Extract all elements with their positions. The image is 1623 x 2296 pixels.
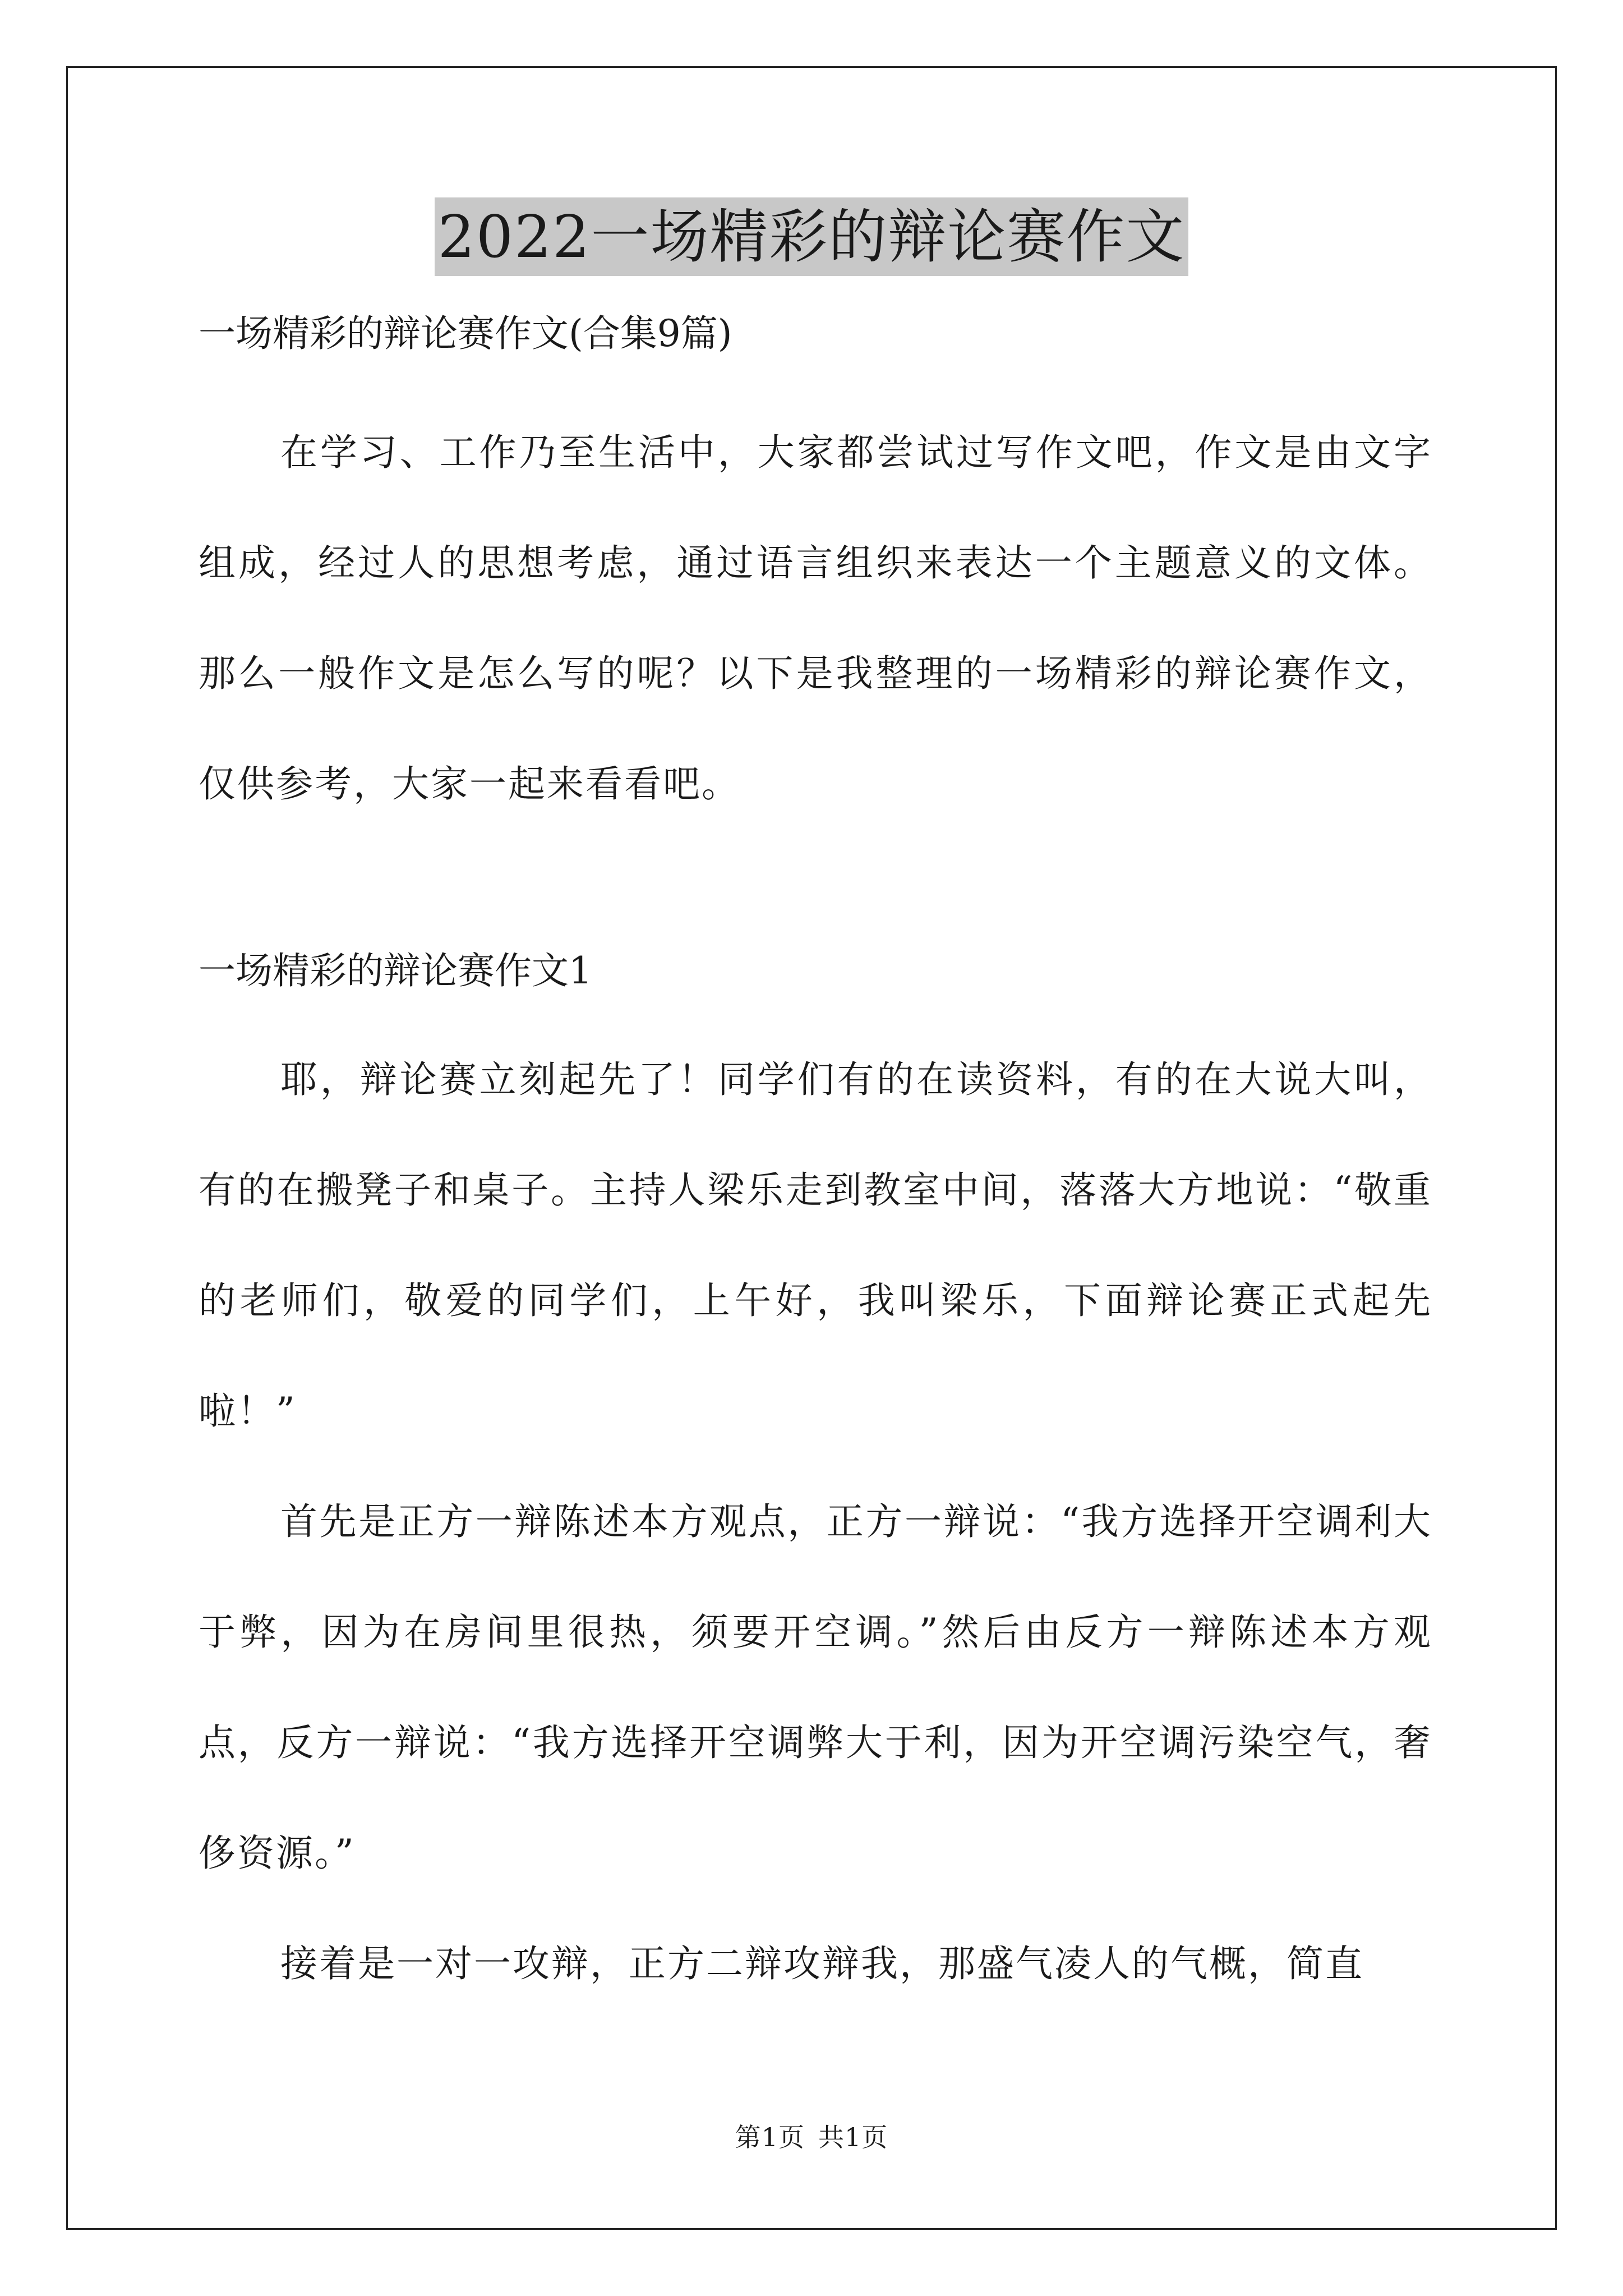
document-body <box>199 303 1432 2019</box>
intro-paragraph: 在学习、工作乃至生活中，大家都尝试过写作文吧，作文是由文字组成，经过人的思想考虑，通过语言组织来表达一个主题意义的文体。那么一般作文是怎么写的呢？以下是我整理的一场精彩的辩论赛作文，仅供参考，大家一起来看看吧。 <box>199 431 1432 806</box>
section-heading: 一场精彩的辩论赛作文1 <box>199 949 592 992</box>
document-title: 2022一场精彩的辩论赛作文 <box>435 197 1189 276</box>
page-number: 第1页 <box>735 2122 805 2152</box>
document-subtitle: 一场精彩的辩论赛作文(合集9篇) <box>199 312 732 355</box>
body-paragraph: 接着是一对一攻辩，正方二辩攻辩我，那盛气凌人的气概，简直 <box>280 1942 1364 1985</box>
title-container <box>0 197 1623 276</box>
body-paragraph: 耶，辩论赛立刻起先了！同学们有的在读资料，有的在大说大叫，有的在搬凳子和桌子。主持人梁乐走到教室中间，落落大方地说：“敬重的老师们，敬爱的同学们，上午好，我叫梁乐，下面辩论赛正式起先啦！” <box>199 1058 1432 1433</box>
page-total: 共1页 <box>818 2122 888 2152</box>
body-paragraph: 首先是正方一辩陈述本方观点，正方一辩说：“我方选择开空调利大于弊，因为在房间里很热，须要开空调。”然后由反方一辩陈述本方观点，反方一辩说：“我方选择开空调弊大于利，因为开空调污染空气，奢侈资源。” <box>199 1500 1432 1875</box>
page-footer <box>0 2120 1623 2154</box>
